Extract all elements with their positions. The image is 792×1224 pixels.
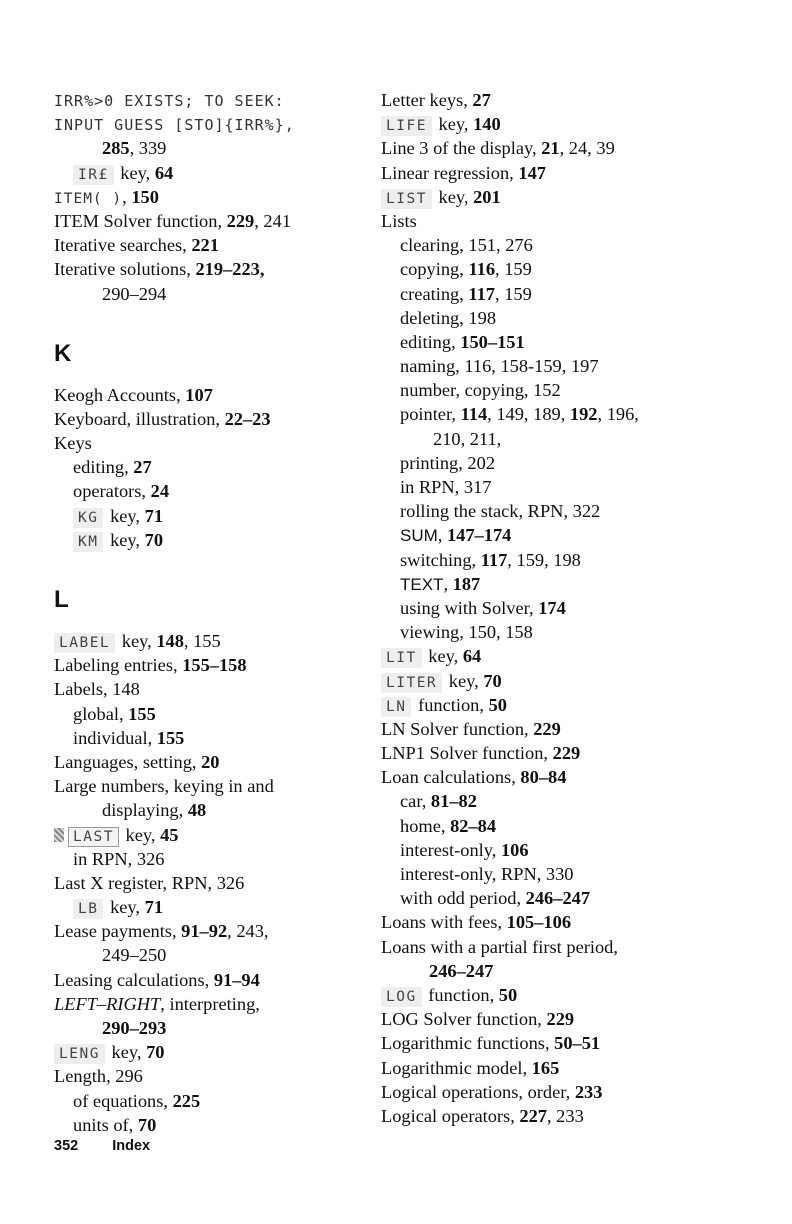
index-subentry-units-of: units of, 70 <box>73 1114 157 1135</box>
page-reference: 201 <box>473 186 501 207</box>
index-entry-kg-key: KG key, 71 <box>54 504 372 528</box>
page-reference: 91–94 <box>213 969 260 990</box>
menu-key-label: LIST <box>381 189 432 209</box>
index-subentry-individual: individual, 155 <box>73 727 185 748</box>
page-reference: 165 <box>531 1057 560 1078</box>
index-entry-continuation: 285, 339 <box>102 138 167 159</box>
page-reference: 290–294 <box>102 283 167 304</box>
page-reference: 229 <box>226 210 255 231</box>
page-reference: 227 <box>519 1105 547 1126</box>
index-subentry: home, 82–84 <box>400 815 497 836</box>
page-reference: 45 <box>160 824 179 845</box>
menu-key-label: LOG <box>381 987 422 1007</box>
page-reference: 22–23 <box>224 408 271 429</box>
section-letter-l: L <box>54 586 69 613</box>
index-subentry: interest-only, RPN, 330 <box>400 864 574 884</box>
page-footer <box>54 1138 150 1154</box>
page-reference: 71 <box>144 897 164 918</box>
page-reference: 155 <box>156 727 185 748</box>
page-reference: 221 <box>191 235 219 256</box>
page-reference: 70 <box>483 670 502 691</box>
page-reference: 70 <box>137 1114 157 1135</box>
index-entry-continuation: 249–250 <box>102 945 167 966</box>
index-subentry: with odd period, 246–247 <box>400 888 591 909</box>
index-subentry: naming, 116, 158-159, 197 <box>400 356 599 377</box>
index-subentry-operators: operators, 24 <box>73 481 170 502</box>
index-entry-languages: Languages, setting, 20 <box>54 751 220 772</box>
index-entry: Logarithmic model, 165 <box>381 1057 560 1078</box>
page-reference: 82–84 <box>450 815 497 836</box>
page-reference: 106 <box>500 839 529 860</box>
menu-key-label: LITER <box>381 673 442 693</box>
index-entry-labels: Labels, 148 <box>54 679 140 700</box>
index-entry-irf-key: IR£ key, 64 <box>54 161 372 185</box>
page-number: 352 <box>54 1138 79 1154</box>
index-entry: LN Solver function, 229 <box>381 718 561 739</box>
index-entry-continuation <box>54 1016 372 1040</box>
index-entry-ln-key: LN function, 50 <box>381 693 761 717</box>
page-reference: 64 <box>154 162 174 183</box>
index-entry-log-key: LOG function, 50 <box>381 983 761 1007</box>
index-entry-continuation <box>54 282 372 306</box>
index-entry-length: Length, 296 <box>54 1066 143 1087</box>
menu-key-label: LENG <box>54 1044 105 1064</box>
index-entry-list-key: LIST key, 201 <box>381 185 761 209</box>
shift-key-icon <box>54 828 64 842</box>
page-reference: 27 <box>472 90 491 110</box>
index-entry-input-guess <box>54 112 372 136</box>
page-reference: 48 <box>187 800 207 821</box>
page-reference: 285 <box>102 138 130 159</box>
index-entry: LNP1 Solver function, 229 <box>381 743 581 764</box>
page-reference: 150–151 <box>460 331 525 352</box>
index-entry: Logical operators, 227, 233 <box>381 1105 584 1126</box>
index-entry: Linear regression, 147 <box>381 162 546 183</box>
index-entry-continuation: 210, 211, <box>433 428 502 449</box>
index-entry-irr-exists <box>54 88 372 112</box>
page-reference: 50 <box>488 694 507 715</box>
display-message: IRR%>0 EXISTS; TO SEEK: <box>54 92 285 110</box>
page-reference: 21 <box>541 138 560 159</box>
index-entry-lists: Lists <box>381 210 417 231</box>
page-reference: 229 <box>552 743 581 764</box>
page-reference: 70 <box>146 1042 165 1063</box>
index-subentry: switching, 117, 159, 198 <box>400 549 581 570</box>
index-entry-leng-key: LENG key, 70 <box>54 1040 372 1064</box>
index-subentry: in RPN, 317 <box>400 477 492 497</box>
menu-key-label: LIFE <box>381 116 432 136</box>
index-entry-last-x: Last X register, RPN, 326 <box>54 872 245 893</box>
index-entry-keys: Keys <box>54 433 92 454</box>
index-entry-continuation: displaying, 48 <box>102 800 207 821</box>
index-subentry-global: global, 155 <box>73 703 156 724</box>
page-reference: 150 <box>131 186 159 207</box>
keyboard-key-label: LAST <box>68 827 119 847</box>
page-reference: 147 <box>518 162 546 183</box>
page-reference: 50–51 <box>554 1033 601 1054</box>
page-reference: 116 <box>468 259 496 280</box>
page-reference: 50 <box>498 984 518 1005</box>
index-subentry: printing, 202 <box>400 452 496 473</box>
page-reference: 91–92 <box>181 921 228 942</box>
index-entry-left-right: LEFT–RIGHT, interpreting, <box>54 993 260 1014</box>
menu-key-label: IR£ <box>73 165 114 185</box>
page-reference: 192 <box>569 404 598 425</box>
index-entry-labeling: Labeling entries, 155–158 <box>54 655 247 676</box>
index-entry-leasing: Leasing calculations, 91–94 <box>54 969 260 990</box>
page-reference: 27 <box>133 457 152 478</box>
index-entry: Logical operations, order, 233 <box>381 1081 603 1102</box>
menu-key-label: LIT <box>381 648 422 668</box>
page-reference: 233 <box>574 1081 603 1102</box>
section-name: Index <box>112 1138 151 1154</box>
index-entry: Loan calculations, 80–84 <box>381 767 567 788</box>
index-entry-life-key: LIFE key, 140 <box>381 112 761 136</box>
page-reference: 174 <box>538 597 566 618</box>
index-entry: Logarithmic functions, 50–51 <box>381 1033 601 1054</box>
index-subentry: interest-only, 106 <box>400 839 529 860</box>
index-subentry: creating, 117, 159 <box>400 283 532 304</box>
menu-key-label: LN <box>381 697 411 717</box>
index-subentry: viewing, 150, 158 <box>400 622 533 643</box>
index-entry: Loans with fees, 105–106 <box>381 912 572 933</box>
page-reference: 24 <box>150 481 170 502</box>
index-entry: LOG Solver function, 229 <box>381 1009 575 1030</box>
page-reference: 290–293 <box>102 1018 167 1038</box>
page-reference: 219–223, <box>195 259 265 280</box>
index-entry: Letter keys, 27 <box>381 90 491 110</box>
index-entry-liter-key: LITER key, 70 <box>381 669 761 693</box>
page-reference: 229 <box>546 1009 575 1030</box>
index-entry-continuation <box>381 959 761 983</box>
page-reference: 117 <box>468 283 495 304</box>
menu-key-label: LB <box>73 899 103 919</box>
index-subentry: rolling the stack, RPN, 322 <box>400 501 601 522</box>
index-subentry: number, copying, 152 <box>400 380 561 401</box>
index-column-right <box>381 88 761 1128</box>
index-subentry: deleting, 198 <box>400 307 497 328</box>
page-reference: 246–247 <box>525 888 591 909</box>
menu-key-label: LABEL <box>54 633 115 653</box>
index-subentry: TEXT, 187 <box>400 573 481 594</box>
index-entry-lb-key: LB key, 71 <box>54 895 372 919</box>
index-subentry-editing: editing, 27 <box>73 457 152 478</box>
index-entry-last-key: LAST key, 45 <box>54 823 372 847</box>
page-reference: 81–82 <box>430 791 477 812</box>
index-entry: Line 3 of the display, 21, 24, 39 <box>381 138 615 159</box>
page-reference: 64 <box>462 646 482 667</box>
index-subentry: car, 81–82 <box>400 791 477 812</box>
page-reference: 80–84 <box>520 767 567 788</box>
index-subentry-of-equations: of equations, 225 <box>73 1090 201 1111</box>
index-entry-item: ITEM( ), 150 <box>54 186 159 207</box>
index-subentry: clearing, 151, 276 <box>400 235 533 256</box>
page-reference: 246–247 <box>429 960 494 981</box>
page-reference: 107 <box>185 384 213 405</box>
index-entry-keogh: Keogh Accounts, 107 <box>54 384 213 405</box>
menu-key-label: KM <box>73 532 103 552</box>
page-reference: 225 <box>172 1090 201 1111</box>
index-entry-item-solver: ITEM Solver function, 229, 241 <box>54 210 292 231</box>
index-entry-large-numbers: Large numbers, keying in and <box>54 776 274 797</box>
page-reference: 229 <box>533 718 561 739</box>
page-reference: 140 <box>473 114 501 135</box>
display-message: ITEM( ) <box>54 190 123 207</box>
index-entry-lease-payments: Lease payments, 91–92, 243, <box>54 921 269 942</box>
page-reference: 147–174 <box>446 525 512 546</box>
index-subentry-in-rpn: in RPN, 326 <box>73 848 165 869</box>
index-entry-iterative-solutions: Iterative solutions, 219–223, <box>54 259 265 280</box>
page-reference: 155 <box>128 703 156 724</box>
index-entry-lit-key: LIT key, 64 <box>381 644 761 668</box>
index-entry-keyboard: Keyboard, illustration, 22–23 <box>54 408 271 429</box>
index-subentry: SUM, 147–174 <box>400 525 512 546</box>
index-entry-iterative-searches: Iterative searches, 221 <box>54 235 219 256</box>
page-reference: 114 <box>460 404 488 425</box>
page-reference: 155–158 <box>182 655 247 676</box>
page-reference: 71 <box>144 505 164 526</box>
page-reference: 187 <box>452 573 481 594</box>
display-message: INPUT GUESS [STO]{IRR%}, <box>54 116 295 135</box>
page-reference: 117 <box>480 549 508 570</box>
page-reference: 148 <box>156 631 184 651</box>
page-reference: 70 <box>144 529 164 550</box>
index-entry-km-key: KM key, 70 <box>54 528 372 552</box>
index-entry: Loans with a partial first period, <box>381 936 618 957</box>
index-subentry: editing, 150–151 <box>400 331 525 352</box>
menu-key-label: KG <box>73 508 103 528</box>
section-letter-k: K <box>54 339 72 367</box>
index-subentry: using with Solver, 174 <box>400 597 566 618</box>
page-reference: 105–106 <box>506 912 572 933</box>
index-subentry: copying, 116, 159 <box>400 259 532 280</box>
index-entry-label-key: LABEL key, 148, 155 <box>54 629 372 653</box>
index-column-left <box>54 88 372 1137</box>
index-subentry: pointer, 114, 149, 189, 192, 196, <box>400 404 639 425</box>
page-reference: 20 <box>201 751 220 772</box>
